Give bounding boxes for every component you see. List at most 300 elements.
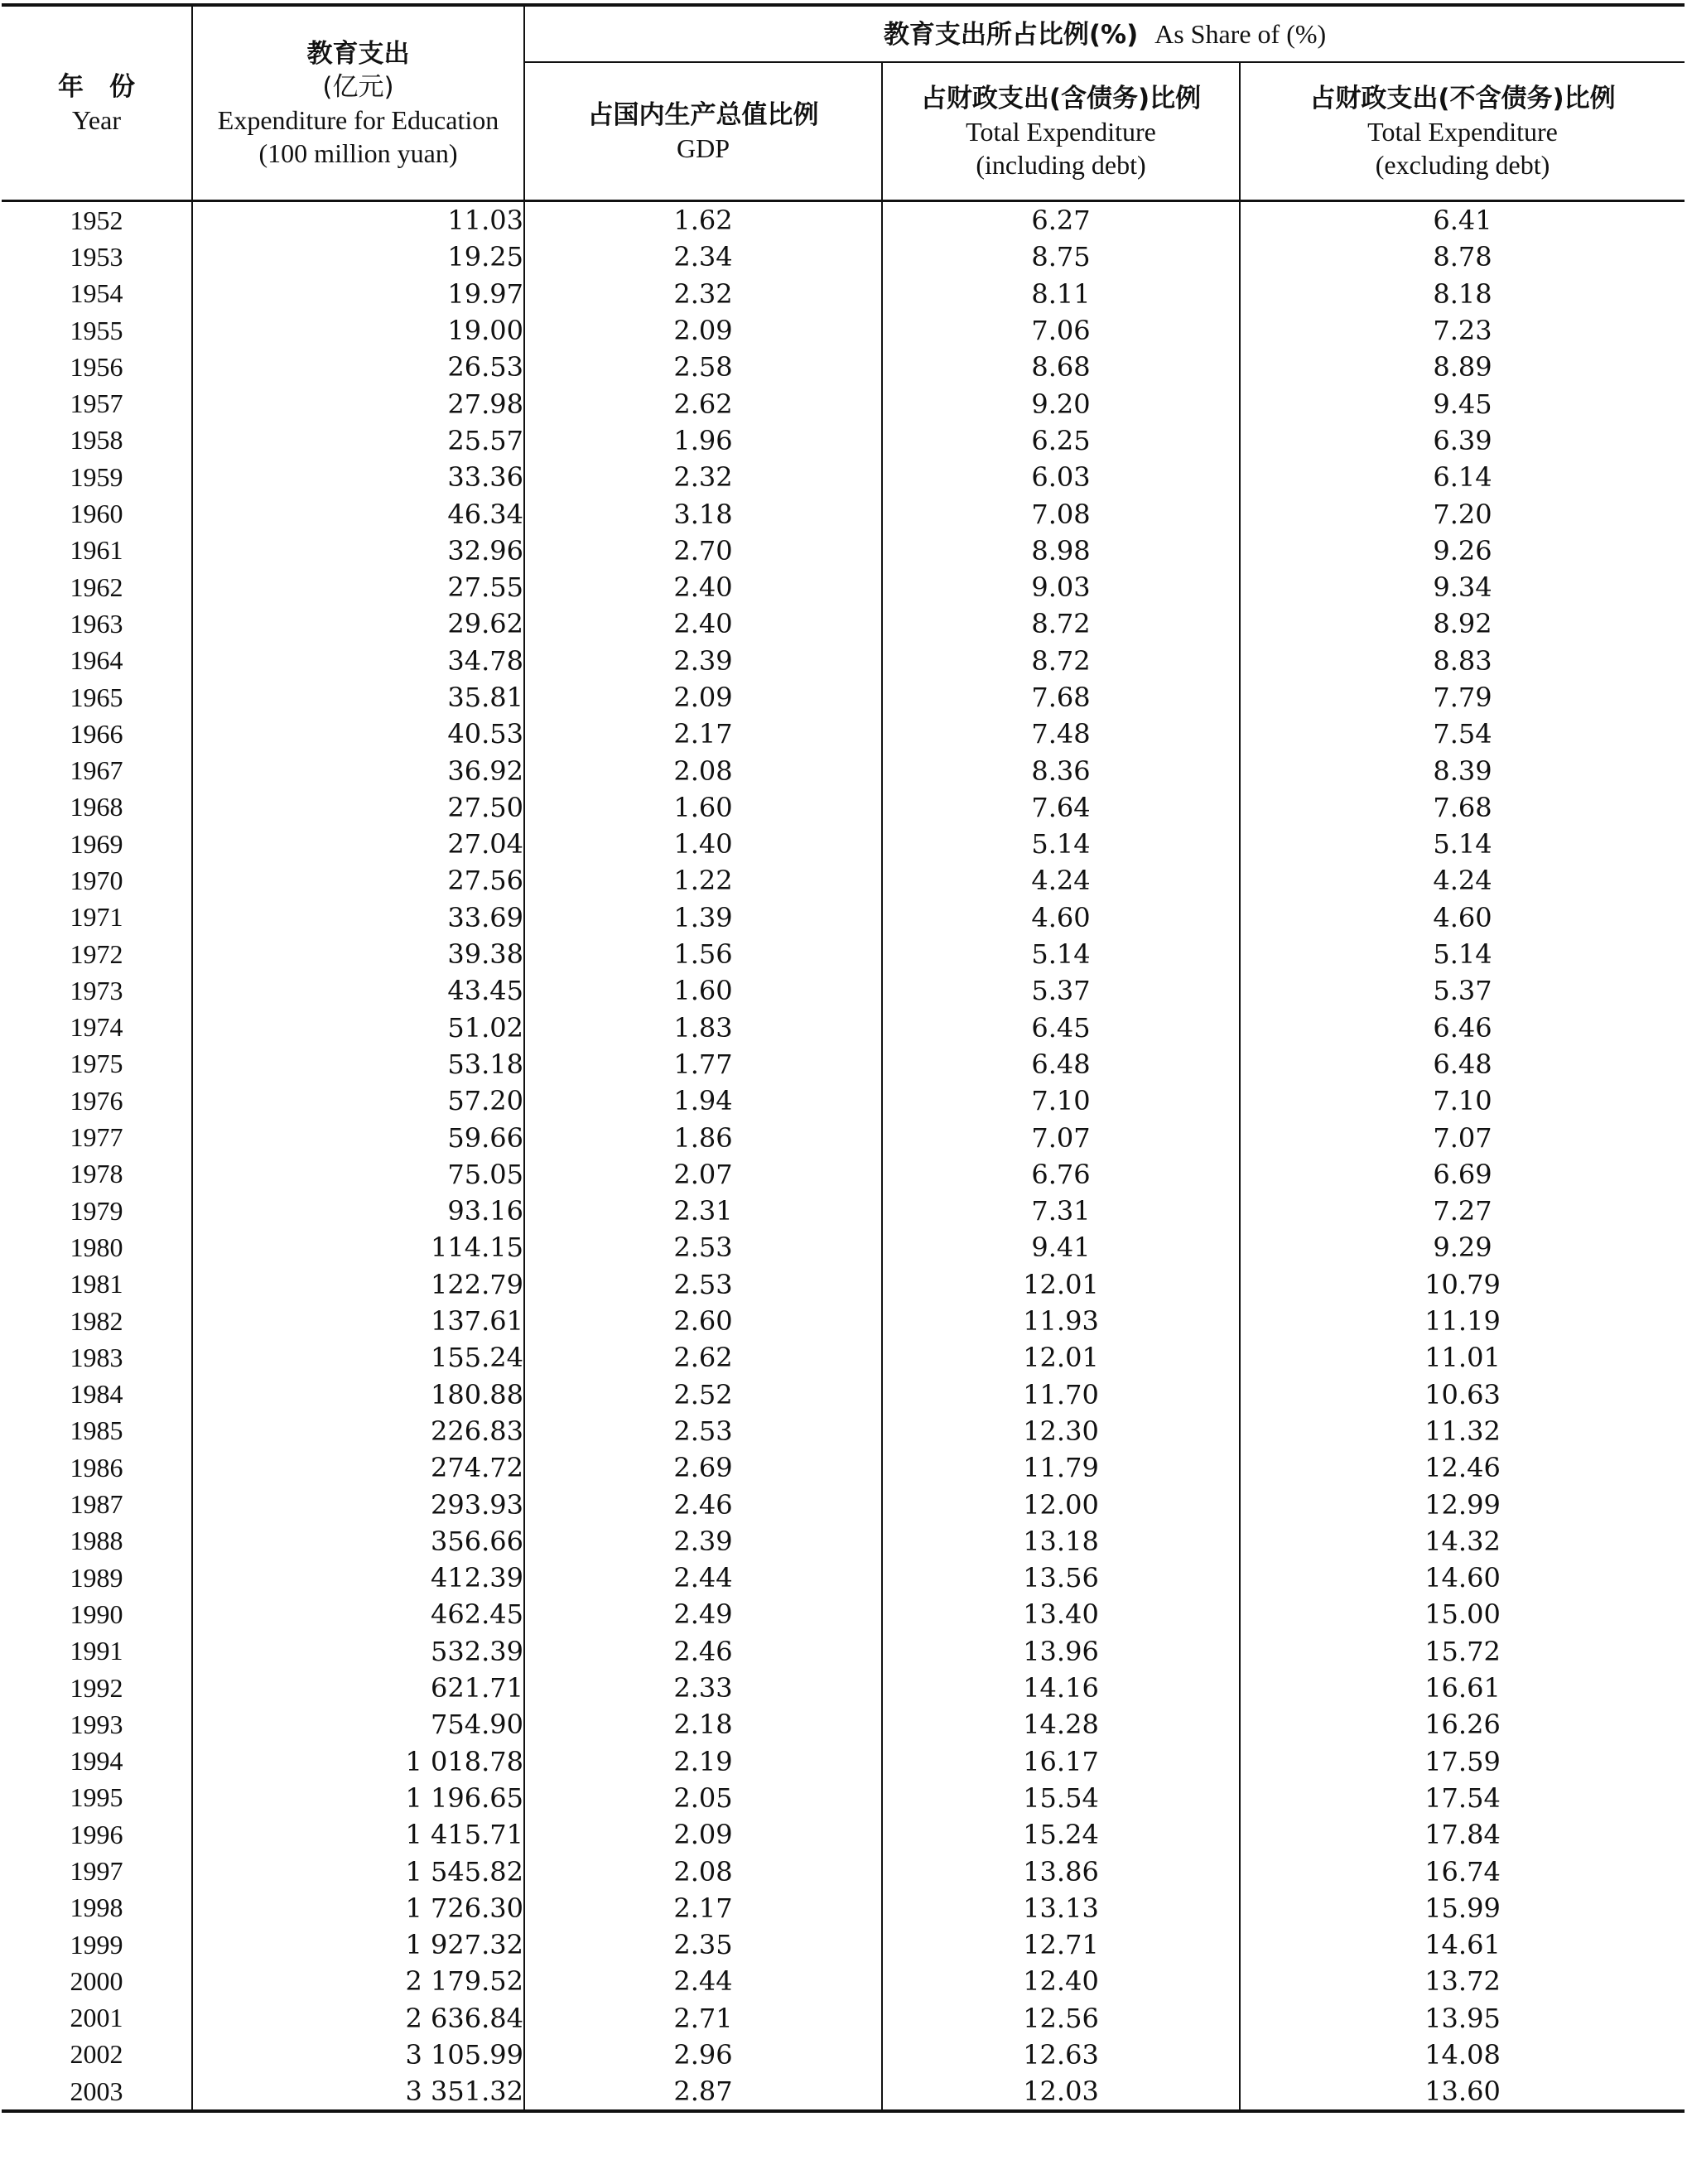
incl-debt-cell: 8.72 [882, 605, 1240, 642]
excl-debt-cell: 4.60 [1433, 901, 1492, 933]
table-row [2, 716, 1685, 752]
excl-debt-cell: 6.41 [1433, 205, 1492, 237]
excl-debt-cell: 14.60 [1424, 1562, 1501, 1594]
expenditure-cell: 34.78 [192, 643, 524, 679]
year-cell: 1977 [2, 1119, 192, 1155]
gdp-share-cell: 1.39 [524, 899, 882, 936]
incl-debt-cell: 7.07 [882, 1119, 1240, 1155]
expenditure-cell: 1 196.65 [192, 1780, 524, 1816]
year-cell: 1978 [2, 1156, 192, 1193]
excl-debt-cell: 13.60 [1240, 2073, 1685, 2111]
expenditure-cell: 11.03 [192, 201, 524, 239]
year-cell: 2002 [2, 2037, 192, 2073]
gdp-share-cell: 1.60 [524, 789, 882, 826]
table-row [2, 1229, 1685, 1266]
incl-debt-cell: 7.31 [882, 1193, 1240, 1229]
table-row [2, 533, 1685, 569]
expenditure-cell: 26.53 [192, 349, 524, 385]
year-cell: 1967 [2, 752, 192, 788]
expenditure-unit-en: (100 million yuan) [258, 137, 458, 168]
year-cell: 1973 [2, 972, 192, 1009]
gdp-share-cell: 2.34 [524, 239, 882, 275]
expenditure-cell: 40.53 [192, 716, 524, 752]
gdp-share-cell: 3.18 [524, 495, 882, 532]
excl-debt-header-en2: (excluding debt) [1375, 149, 1550, 180]
incl-debt-cell: 7.64 [882, 789, 1240, 826]
incl-debt-cell: 8.68 [882, 349, 1240, 385]
expenditure-cell: 754.90 [192, 1706, 524, 1743]
share-header-zh: 教育支出所占比例(%) [883, 19, 1139, 50]
gdp-share-cell: 2.44 [524, 1560, 882, 1596]
expenditure-cell: 1 545.82 [192, 1853, 524, 1889]
expenditure-cell: 114.15 [192, 1229, 524, 1266]
year-cell: 1966 [2, 716, 192, 752]
incl-debt-cell: 5.14 [882, 826, 1240, 862]
table-row [2, 643, 1685, 679]
gdp-share-cell: 2.18 [524, 1706, 882, 1743]
year-cell: 1988 [2, 1523, 192, 1560]
gdp-share-cell: 1.94 [524, 1082, 882, 1119]
year-cell: 1971 [2, 899, 192, 936]
gdp-share-cell: 2.44 [524, 1963, 882, 1999]
excl-debt-cell: 17.59 [1424, 1745, 1501, 1777]
excl-debt-cell: 7.07 [1433, 1121, 1492, 1154]
excl-debt-cell: 6.39 [1433, 424, 1492, 456]
expenditure-cell: 2 179.52 [192, 1963, 524, 1999]
expenditure-cell: 33.69 [192, 899, 524, 936]
table-row [2, 1449, 1685, 1486]
incl-debt-cell: 13.40 [882, 1596, 1240, 1632]
incl-debt-header-en2: (including debt) [976, 149, 1146, 180]
year-cell: 1983 [2, 1339, 192, 1376]
incl-debt-cell: 12.40 [882, 1963, 1240, 1999]
gdp-share-cell: 2.58 [524, 349, 882, 385]
excl-debt-cell: 14.61 [1424, 1929, 1501, 1961]
year-cell: 1989 [2, 1560, 192, 1596]
year-cell: 1972 [2, 936, 192, 972]
gdp-share-cell: 1.40 [524, 826, 882, 862]
table-row [2, 1413, 1685, 1449]
excl-debt-cell: 4.24 [1433, 865, 1492, 897]
expenditure-cell: 412.39 [192, 1560, 524, 1596]
gdp-share-cell: 2.19 [524, 1743, 882, 1779]
table-row [2, 312, 1685, 349]
gdp-share-cell: 2.39 [524, 1523, 882, 1560]
table-row [2, 2037, 1685, 2073]
gdp-share-cell: 2.31 [524, 1193, 882, 1229]
expenditure-cell: 27.50 [192, 789, 524, 826]
table-row [2, 1193, 1685, 1229]
expenditure-cell: 1 927.32 [192, 1926, 524, 1963]
year-cell: 1958 [2, 422, 192, 459]
gdp-share-cell: 2.62 [524, 385, 882, 422]
expenditure-header-zh: 教育支出 [306, 38, 410, 69]
excl-debt-cell: 6.48 [1433, 1048, 1492, 1080]
incl-debt-cell: 15.54 [882, 1780, 1240, 1816]
table-row [2, 1963, 1685, 1999]
table-row [2, 1706, 1685, 1743]
expenditure-cell: 27.04 [192, 826, 524, 862]
expenditure-cell: 274.72 [192, 1449, 524, 1486]
excl-debt-cell: 8.89 [1433, 351, 1492, 383]
table-row [2, 1743, 1685, 1779]
expenditure-cell: 155.24 [192, 1339, 524, 1376]
table-row [2, 239, 1685, 275]
table-row [2, 899, 1685, 936]
gdp-share-header-en: GDP [676, 133, 730, 163]
gdp-share-cell: 2.07 [524, 1156, 882, 1193]
gdp-share-cell: 2.09 [524, 1816, 882, 1853]
incl-debt-cell: 8.75 [882, 239, 1240, 275]
excl-debt-cell: 16.74 [1424, 1855, 1501, 1887]
gdp-share-cell: 2.09 [524, 679, 882, 716]
year-header-en: Year [72, 104, 121, 135]
expenditure-cell: 122.79 [192, 1266, 524, 1303]
expenditure-cell: 36.92 [192, 752, 524, 788]
gdp-share-cell: 1.60 [524, 972, 882, 1009]
incl-debt-cell: 13.56 [882, 1560, 1240, 1596]
expenditure-cell: 532.39 [192, 1633, 524, 1670]
excl-debt-header-en1: Total Expenditure [1367, 116, 1558, 147]
table-row [2, 1816, 1685, 1853]
incl-debt-header-zh: 占财政支出(含债务)比例 [920, 83, 1202, 113]
table-row [2, 752, 1685, 788]
expenditure-cell: 462.45 [192, 1596, 524, 1632]
gdp-share-cell: 1.62 [524, 201, 882, 239]
gdp-share-cell: 1.96 [524, 422, 882, 459]
share-header [524, 5, 1685, 62]
gdp-share-cell: 2.09 [524, 312, 882, 349]
table-row [2, 1560, 1685, 1596]
gdp-share-cell: 2.53 [524, 1266, 882, 1303]
excl-debt-cell: 6.14 [1433, 461, 1492, 494]
excl-debt-cell: 8.18 [1433, 277, 1492, 310]
table-body [2, 201, 1685, 2112]
incl-debt-header-en1: Total Expenditure [966, 116, 1156, 147]
incl-debt-cell: 9.41 [882, 1229, 1240, 1266]
excl-debt-cell: 9.45 [1433, 388, 1492, 420]
year-cell: 1980 [2, 1229, 192, 1266]
year-cell: 2000 [2, 1963, 192, 1999]
expenditure-cell: 27.55 [192, 569, 524, 605]
expenditure-unit-zh: (亿元) [322, 71, 394, 102]
table-row [2, 459, 1685, 495]
expenditure-cell: 53.18 [192, 1046, 524, 1082]
incl-debt-cell: 13.18 [882, 1523, 1240, 1560]
expenditure-cell: 32.96 [192, 533, 524, 569]
gdp-share-cell: 2.69 [524, 1449, 882, 1486]
table-row [2, 1156, 1685, 1193]
gdp-share-cell: 2.49 [524, 1596, 882, 1632]
incl-debt-cell: 8.11 [882, 276, 1240, 312]
gdp-share-cell: 2.71 [524, 2000, 882, 2037]
year-cell: 1975 [2, 1046, 192, 1082]
incl-debt-cell: 12.01 [882, 1339, 1240, 1376]
expenditure-cell: 3 105.99 [192, 2037, 524, 2073]
gdp-share-cell: 2.39 [524, 643, 882, 679]
excl-debt-cell: 8.92 [1433, 608, 1492, 640]
year-cell: 1999 [2, 1926, 192, 1963]
gdp-share-cell: 2.52 [524, 1376, 882, 1413]
excl-debt-cell: 7.79 [1433, 682, 1492, 713]
excl-debt-cell: 14.32 [1424, 1525, 1501, 1557]
table-row [2, 422, 1685, 459]
year-header [2, 5, 192, 201]
gdp-share-cell: 1.56 [524, 936, 882, 972]
year-cell: 1991 [2, 1633, 192, 1670]
expenditure-cell: 35.81 [192, 679, 524, 716]
table-row [2, 605, 1685, 642]
incl-debt-cell: 7.68 [882, 679, 1240, 716]
incl-debt-cell: 7.10 [882, 1082, 1240, 1119]
year-cell: 1960 [2, 495, 192, 532]
year-cell: 1974 [2, 1010, 192, 1046]
gdp-share-cell: 2.05 [524, 1780, 882, 1816]
table-row [2, 349, 1685, 385]
excl-debt-cell: 13.95 [1424, 2002, 1501, 2034]
year-cell: 1963 [2, 605, 192, 642]
year-header-zh: 年 份 [58, 71, 135, 102]
excl-debt-cell: 7.68 [1433, 791, 1492, 823]
excl-debt-header [1240, 62, 1685, 201]
table-row [2, 276, 1685, 312]
incl-debt-cell: 8.36 [882, 752, 1240, 788]
year-cell: 2001 [2, 2000, 192, 2037]
table-row [2, 1596, 1685, 1632]
incl-debt-cell: 14.28 [882, 1706, 1240, 1743]
incl-debt-cell: 7.48 [882, 716, 1240, 752]
expenditure-cell: 137.61 [192, 1303, 524, 1339]
expenditure-cell: 93.16 [192, 1193, 524, 1229]
excl-debt-header-zh: 占财政支出(不含债务)比例 [1309, 83, 1616, 113]
expenditure-cell: 1 018.78 [192, 1743, 524, 1779]
table-row [2, 1376, 1685, 1413]
excl-debt-cell: 5.37 [1433, 975, 1492, 1007]
gdp-share-cell: 2.32 [524, 459, 882, 495]
table-row [2, 1010, 1685, 1046]
excl-debt-cell: 5.14 [1433, 828, 1492, 861]
gdp-share-cell: 2.70 [524, 533, 882, 569]
incl-debt-cell: 12.63 [882, 2037, 1240, 2073]
gdp-share-cell: 1.22 [524, 862, 882, 899]
excl-debt-cell: 8.78 [1433, 241, 1492, 273]
incl-debt-cell: 5.37 [882, 972, 1240, 1009]
year-cell: 1997 [2, 1853, 192, 1889]
incl-debt-cell: 11.79 [882, 1449, 1240, 1486]
excl-debt-cell: 15.72 [1424, 1635, 1501, 1667]
year-cell: 1984 [2, 1376, 192, 1413]
gdp-share-cell: 2.17 [524, 1890, 882, 1926]
incl-debt-cell: 11.70 [882, 1376, 1240, 1413]
excl-debt-cell: 15.00 [1424, 1598, 1501, 1631]
expenditure-cell: 27.56 [192, 862, 524, 899]
year-cell: 1964 [2, 643, 192, 679]
excl-debt-cell: 14.08 [1424, 2038, 1501, 2071]
expenditure-cell: 1 726.30 [192, 1890, 524, 1926]
table-row [2, 1633, 1685, 1670]
gdp-share-cell: 2.35 [524, 1926, 882, 1963]
excl-debt-cell: 9.26 [1433, 534, 1492, 566]
expenditure-cell: 75.05 [192, 1156, 524, 1193]
year-cell: 1992 [2, 1670, 192, 1706]
excl-debt-cell: 10.63 [1424, 1378, 1501, 1410]
incl-debt-cell: 5.14 [882, 936, 1240, 972]
gdp-share-cell: 2.08 [524, 752, 882, 788]
expenditure-cell: 180.88 [192, 1376, 524, 1413]
table-row [2, 1119, 1685, 1155]
year-cell: 2003 [2, 2073, 192, 2111]
incl-debt-cell: 14.16 [882, 1670, 1240, 1706]
table-row [2, 789, 1685, 826]
gdp-share-cell: 2.46 [524, 1633, 882, 1670]
gdp-share-cell: 2.87 [524, 2073, 882, 2111]
expenditure-header [192, 5, 524, 201]
incl-debt-cell: 6.27 [882, 201, 1240, 239]
incl-debt-cell: 7.08 [882, 495, 1240, 532]
excl-debt-cell: 15.99 [1424, 1892, 1501, 1924]
table-row [2, 826, 1685, 862]
expenditure-cell: 621.71 [192, 1670, 524, 1706]
excl-debt-cell: 13.72 [1424, 1965, 1501, 1998]
excl-debt-cell: 12.46 [1424, 1452, 1501, 1484]
expenditure-header-en: Expenditure for Education [217, 104, 499, 135]
excl-debt-cell: 12.99 [1424, 1488, 1501, 1521]
year-cell: 1952 [2, 201, 192, 239]
expenditure-cell: 1 415.71 [192, 1816, 524, 1853]
year-cell: 1986 [2, 1449, 192, 1486]
year-cell: 1953 [2, 239, 192, 275]
excl-debt-cell: 6.69 [1433, 1158, 1492, 1190]
table-row [2, 1853, 1685, 1889]
expenditure-cell: 27.98 [192, 385, 524, 422]
gdp-share-cell: 2.17 [524, 716, 882, 752]
table-row [2, 1046, 1685, 1082]
excl-debt-cell: 7.20 [1433, 498, 1492, 530]
table-row [2, 569, 1685, 605]
incl-debt-cell: 4.60 [882, 899, 1240, 936]
gdp-share-cell: 2.46 [524, 1486, 882, 1522]
excl-debt-cell: 8.39 [1433, 755, 1492, 787]
year-cell: 1995 [2, 1780, 192, 1816]
expenditure-cell: 39.38 [192, 936, 524, 972]
year-cell: 1994 [2, 1743, 192, 1779]
expenditure-cell: 226.83 [192, 1413, 524, 1449]
incl-debt-cell: 12.03 [882, 2073, 1240, 2111]
expenditure-cell: 33.36 [192, 459, 524, 495]
year-cell: 1976 [2, 1082, 192, 1119]
incl-debt-cell: 6.76 [882, 1156, 1240, 1193]
incl-debt-cell: 9.20 [882, 385, 1240, 422]
excl-debt-cell: 9.34 [1433, 571, 1492, 604]
year-cell: 1961 [2, 533, 192, 569]
year-cell: 1956 [2, 349, 192, 385]
year-cell: 1962 [2, 569, 192, 605]
expenditure-cell: 3 351.32 [192, 2073, 524, 2111]
gdp-share-cell: 2.96 [524, 2037, 882, 2073]
gdp-share-cell: 1.77 [524, 1046, 882, 1082]
year-cell: 1990 [2, 1596, 192, 1632]
table-row [2, 2000, 1685, 2037]
year-cell: 1968 [2, 789, 192, 826]
incl-debt-cell: 13.96 [882, 1633, 1240, 1670]
table-row [2, 1926, 1685, 1963]
expenditure-cell: 51.02 [192, 1010, 524, 1046]
excl-debt-cell: 17.54 [1424, 1781, 1501, 1814]
gdp-share-cell: 2.60 [524, 1303, 882, 1339]
table-row [2, 1486, 1685, 1522]
incl-debt-header [882, 62, 1240, 201]
year-cell: 1970 [2, 862, 192, 899]
year-cell: 1957 [2, 385, 192, 422]
table-row [2, 495, 1685, 532]
year-cell: 1996 [2, 1816, 192, 1853]
year-cell: 1987 [2, 1486, 192, 1522]
expenditure-cell: 43.45 [192, 972, 524, 1009]
excl-debt-cell: 7.27 [1433, 1195, 1492, 1227]
gdp-share-cell: 2.40 [524, 569, 882, 605]
expenditure-cell: 57.20 [192, 1082, 524, 1119]
expenditure-cell: 25.57 [192, 422, 524, 459]
excl-debt-cell: 8.83 [1433, 644, 1492, 677]
expenditure-cell: 356.66 [192, 1523, 524, 1560]
gdp-share-cell: 2.32 [524, 276, 882, 312]
expenditure-cell: 2 636.84 [192, 2000, 524, 2037]
table-row [2, 1339, 1685, 1376]
incl-debt-cell: 9.03 [882, 569, 1240, 605]
incl-debt-cell: 7.06 [882, 312, 1240, 349]
share-header-en: As Share of (%) [1154, 18, 1327, 49]
excl-debt-cell: 17.84 [1424, 1819, 1501, 1851]
gdp-share-cell: 2.53 [524, 1229, 882, 1266]
table-row [2, 1670, 1685, 1706]
table-row [2, 862, 1685, 899]
gdp-share-cell: 1.86 [524, 1119, 882, 1155]
year-cell: 1998 [2, 1890, 192, 1926]
gdp-share-header [524, 62, 882, 201]
year-cell: 1955 [2, 312, 192, 349]
education-expenditure-table [2, 3, 1685, 2113]
table-row [2, 1780, 1685, 1816]
incl-debt-cell: 12.01 [882, 1266, 1240, 1303]
incl-debt-cell: 8.98 [882, 533, 1240, 569]
excl-debt-cell: 5.14 [1433, 938, 1492, 971]
year-cell: 1993 [2, 1706, 192, 1743]
excl-debt-cell: 16.26 [1424, 1709, 1501, 1741]
incl-debt-cell: 12.56 [882, 2000, 1240, 2037]
excl-debt-cell: 9.29 [1433, 1232, 1492, 1264]
expenditure-cell: 46.34 [192, 495, 524, 532]
incl-debt-cell: 12.71 [882, 1926, 1240, 1963]
excl-debt-cell: 11.32 [1424, 1415, 1501, 1447]
excl-debt-cell: 7.23 [1433, 315, 1492, 347]
gdp-share-cell: 2.62 [524, 1339, 882, 1376]
incl-debt-cell: 12.30 [882, 1413, 1240, 1449]
incl-debt-cell: 13.13 [882, 1890, 1240, 1926]
gdp-share-cell: 2.40 [524, 605, 882, 642]
incl-debt-cell: 4.24 [882, 862, 1240, 899]
table-row [2, 972, 1685, 1009]
year-cell: 1982 [2, 1303, 192, 1339]
incl-debt-cell: 15.24 [882, 1816, 1240, 1853]
incl-debt-cell: 6.25 [882, 422, 1240, 459]
gdp-share-cell: 2.53 [524, 1413, 882, 1449]
table-row [2, 2073, 1685, 2111]
gdp-share-cell: 2.33 [524, 1670, 882, 1706]
incl-debt-cell: 11.93 [882, 1303, 1240, 1339]
table-row [2, 936, 1685, 972]
excl-debt-cell: 6.46 [1433, 1011, 1492, 1044]
table-row [2, 679, 1685, 716]
